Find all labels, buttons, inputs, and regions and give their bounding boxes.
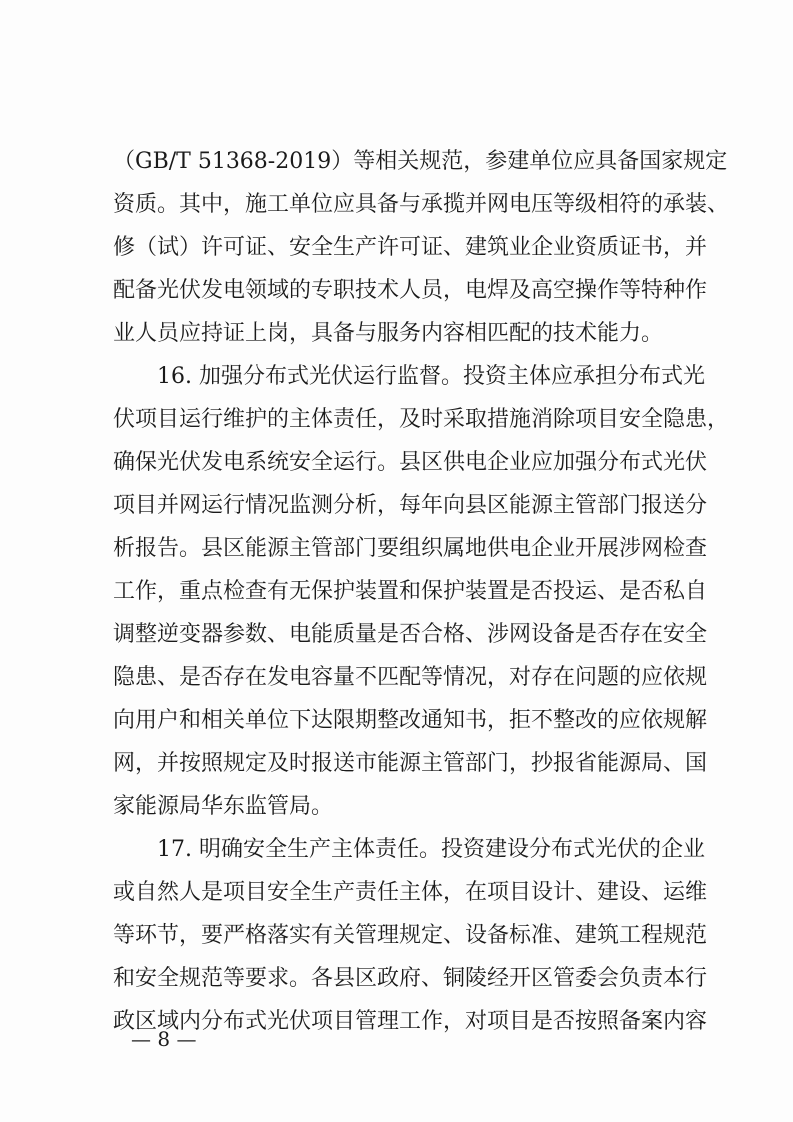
text-line: 确保光伏发电系统安全运行。县区供电企业应加强分布式光伏 bbox=[113, 450, 708, 475]
text-line: 政区域内分布式光伏项目管理工作，对项目是否按照备案内容 bbox=[113, 1009, 708, 1034]
text-line: 业人员应持证上岗，具备与服务内容相匹配的技术能力。 bbox=[113, 321, 664, 346]
text-line: 调整逆变器参数、电能质量是否合格、涉网设备是否存在安全 bbox=[113, 622, 708, 647]
text-line: 资质。其中，施工单位应具备与承揽并网电压等级相符的承装、 bbox=[113, 192, 730, 217]
page-number: — 8 — bbox=[131, 1027, 197, 1051]
paragraph-16-heading: 16. 加强分布式光伏运行监督。投资主体应承担分布式光 bbox=[157, 364, 705, 389]
text-line: 隐患、是否存在发电容量不匹配等情况，对存在问题的应依规 bbox=[113, 665, 708, 690]
paragraph-17-heading: 17. 明确安全生产主体责任。投资建设分布式光伏的企业 bbox=[157, 837, 705, 862]
text-line: 和安全规范等要求。各县区政府、铜陵经开区管委会负责本行 bbox=[113, 966, 708, 991]
text-line: 修（试）许可证、安全生产许可证、建筑业企业资质证书，并 bbox=[113, 235, 708, 260]
text-line: 网，并按照规定及时报送市能源主管部门，抄报省能源局、国 bbox=[113, 751, 708, 776]
text-line: 或自然人是项目安全生产责任主体，在项目设计、建设、运维 bbox=[113, 880, 708, 905]
text-line: 家能源局华东监管局。 bbox=[113, 794, 334, 819]
text-line: （GB/T 51368-2019）等相关规范，参建单位应具备国家规定 bbox=[113, 149, 728, 174]
text-line: 伏项目运行维护的主体责任，及时采取措施消除项目安全隐患， bbox=[113, 407, 730, 432]
text-line: 析报告。县区能源主管部门要组织属地供电企业开展涉网检查 bbox=[113, 536, 708, 561]
text-line: 工作，重点检查有无保护装置和保护装置是否投运、是否私自 bbox=[113, 579, 708, 604]
text-line: 项目并网运行情况监测分析，每年向县区能源主管部门报送分 bbox=[113, 493, 708, 518]
text-line: 等环节，要严格落实有关管理规定、设备标准、建筑工程规范 bbox=[113, 923, 708, 948]
text-line: 配备光伏发电领域的专职技术人员，电焊及高空操作等特种作 bbox=[113, 278, 708, 303]
text-line: 向用户和相关单位下达限期整改通知书，拒不整改的应依规解 bbox=[113, 708, 708, 733]
